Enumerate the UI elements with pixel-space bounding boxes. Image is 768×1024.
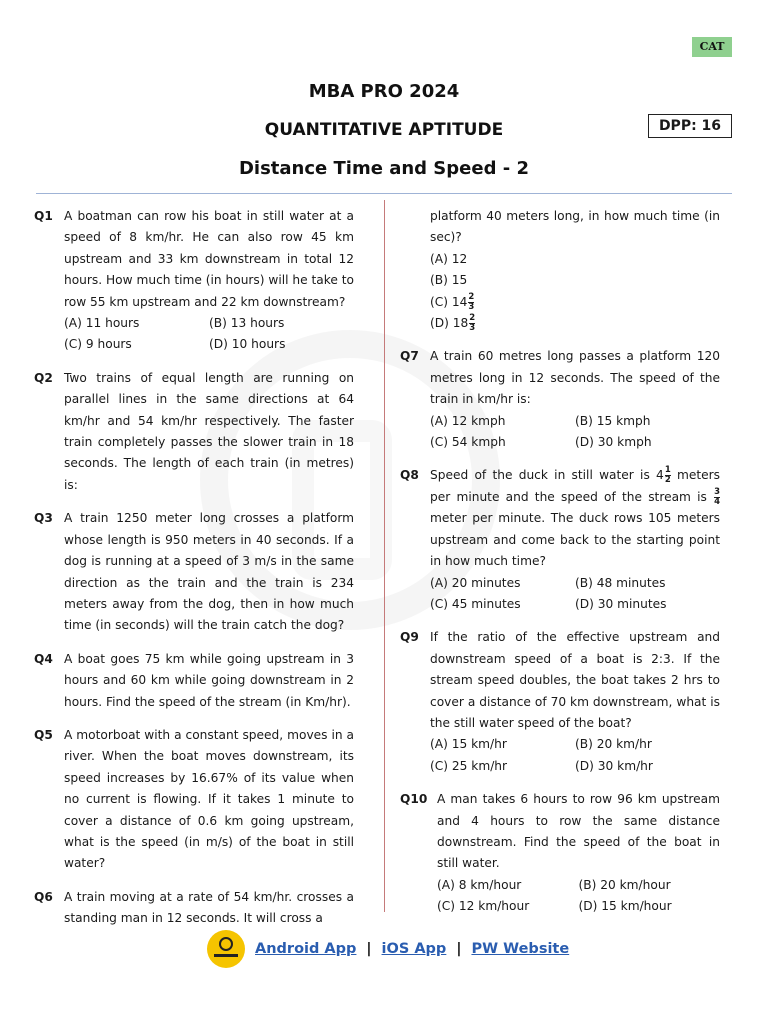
question (400, 789, 720, 917)
option: (D) 15 km/hour (578, 899, 672, 914)
option: (B) 20 km/hr (575, 737, 652, 752)
option: (A) 20 minutes (430, 575, 521, 590)
customer-service-logo (207, 930, 245, 968)
left-column (34, 206, 354, 942)
option: (C) 12 km/hour (437, 899, 530, 914)
option: (D) 10 hours (209, 337, 286, 352)
fraction-den: 3 (469, 323, 476, 334)
option: (A) 15 km/hr (430, 737, 507, 752)
fraction-num: 1 (664, 465, 671, 476)
question-text: Two trains of equal length are running on parallel lines in the same directions at 64 km/hr and 54 km/hr respectively. The faster train completely passes the slower train in 18 seconds. The length of each train (in metres) is: (64, 370, 354, 492)
question-text: If the ratio of the effective upstream and downstream speed of a boat is 2:3. If the stream speed doubles, the boat takes 2 hrs to cover a distance of 70 km downstream, what is the still water speed of the boat? (430, 630, 720, 730)
question (34, 206, 354, 356)
option: (A) 11 hours (64, 316, 140, 331)
pw-website-link[interactable]: PW Website (471, 941, 570, 957)
text-part: Speed of the duck in still water is 4 (430, 468, 664, 483)
option: (C) 45 minutes (430, 596, 521, 611)
question (34, 368, 354, 496)
question-number: Q7 (400, 349, 419, 364)
header-divider (36, 193, 732, 194)
question-number: Q9 (400, 630, 419, 645)
question-number: Q4 (34, 651, 53, 666)
right-column (400, 206, 720, 930)
option: (B) 15 kmph (575, 413, 651, 428)
text-part: meter per minute. The duck rows 105 meters upstream and come back to the starting point in how much time? (430, 511, 720, 569)
text-part: meters per minute and the speed of the stream is (430, 468, 720, 504)
ios-app-link[interactable]: iOS App (381, 941, 447, 957)
question (400, 465, 720, 615)
fraction-num: 3 (714, 486, 720, 497)
option: (D) 30 kmph (575, 435, 652, 450)
exam-tag: CAT (692, 37, 732, 57)
option-label: (D) 18 (430, 316, 469, 331)
separator: | (456, 941, 462, 957)
option: (A) 12 (430, 251, 468, 266)
fraction (468, 293, 474, 312)
subject-title: QUANTITATIVE APTITUDE (264, 120, 504, 140)
fraction-den: 3 (468, 301, 475, 312)
question-text: A motorboat with a constant speed, moves in a river. When the boat moves downstream, its speed increases by 16.67% of its value when no current is flowing. If it takes 1 minute to cover a distance of 0.6 km going upstream, what is the speed (in m/s) of the boat in still water? (64, 727, 354, 871)
question-text: A boat goes 75 km while going upstream in 3 hours and 60 km while going downstream in 2 hours. Find the speed of the stream (in Km/hr). (64, 651, 354, 709)
option: (B) 20 km/hour (578, 877, 671, 892)
fraction-num: 2 (469, 313, 476, 324)
question-number: Q10 (400, 792, 428, 807)
question (34, 887, 354, 930)
column-divider (384, 200, 385, 912)
question (34, 508, 354, 636)
question (34, 725, 354, 875)
question-number: Q8 (400, 468, 419, 483)
footer-links (207, 930, 569, 968)
fraction (714, 488, 720, 507)
q6-continuation (430, 206, 720, 334)
question-number: Q1 (34, 209, 53, 223)
question-number: Q6 (34, 889, 53, 904)
question-text: platform 40 meters long, in how much time (in sec)? (430, 209, 720, 245)
option: (A) 12 kmph (430, 413, 506, 428)
question-text: A man takes 6 hours to row 96 km upstream and 4 hours to row the same distance downstream. Find the speed of the boat in still water. (437, 792, 720, 871)
options (430, 573, 720, 616)
question (400, 346, 720, 453)
question-number: Q5 (34, 727, 53, 742)
option: (C) 25 km/hr (430, 758, 508, 773)
question-text: A boatman can row his boat in still water at a speed of 8 km/hr. He can also row 45 km upstream and 33 km downstream in total 12 hours. How much time (in hours) will he take to row 55 km upstream and 22 km downstream? (64, 209, 354, 309)
fraction-den: 2 (664, 475, 671, 486)
option (430, 313, 720, 334)
question (400, 627, 720, 777)
question-number: Q2 (34, 370, 53, 385)
option: (B) 13 hours (209, 316, 285, 331)
option-label: (C) 14 (430, 294, 468, 309)
topic-title: Distance Time and Speed - 2 (238, 158, 529, 179)
option: (A) 8 km/hour (437, 877, 522, 892)
question-text: A train moving at a rate of 54 km/hr. crosses a standing man in 12 seconds. It will cross a (64, 889, 354, 926)
option: (D) 30 minutes (575, 596, 667, 611)
fraction (469, 314, 475, 333)
option: (C) 9 hours (64, 337, 132, 352)
course-title: MBA PRO 2024 (308, 81, 460, 102)
question-number: Q3 (34, 511, 53, 526)
options (64, 313, 354, 356)
android-app-link[interactable]: Android App (255, 941, 357, 957)
question (34, 649, 354, 713)
fraction-den: 4 (714, 496, 720, 507)
dpp-badge: DPP: 16 (648, 114, 732, 138)
options (437, 875, 720, 918)
question-text (430, 465, 720, 572)
question-text: A train 1250 meter long crosses a platform whose length is 950 meters in 40 seconds. If a dog is running at a speed of 3 m/s in the same direction as the train and the train is 234 meters away from the dog, then in how much time (in seconds) will the train catch the dog? (64, 511, 354, 633)
question-text: A train 60 metres long passes a platform 120 metres long in 12 seconds. The speed of the train in km/hr is: (430, 349, 720, 407)
option: (C) 54 kmph (430, 435, 506, 450)
option: (B) 48 minutes (575, 575, 666, 590)
option: (B) 15 (430, 273, 468, 288)
options (430, 734, 720, 777)
options (430, 411, 720, 454)
option (430, 292, 720, 313)
option: (D) 30 km/hr (575, 758, 653, 773)
fraction-num: 2 (468, 291, 475, 302)
separator: | (366, 941, 372, 957)
